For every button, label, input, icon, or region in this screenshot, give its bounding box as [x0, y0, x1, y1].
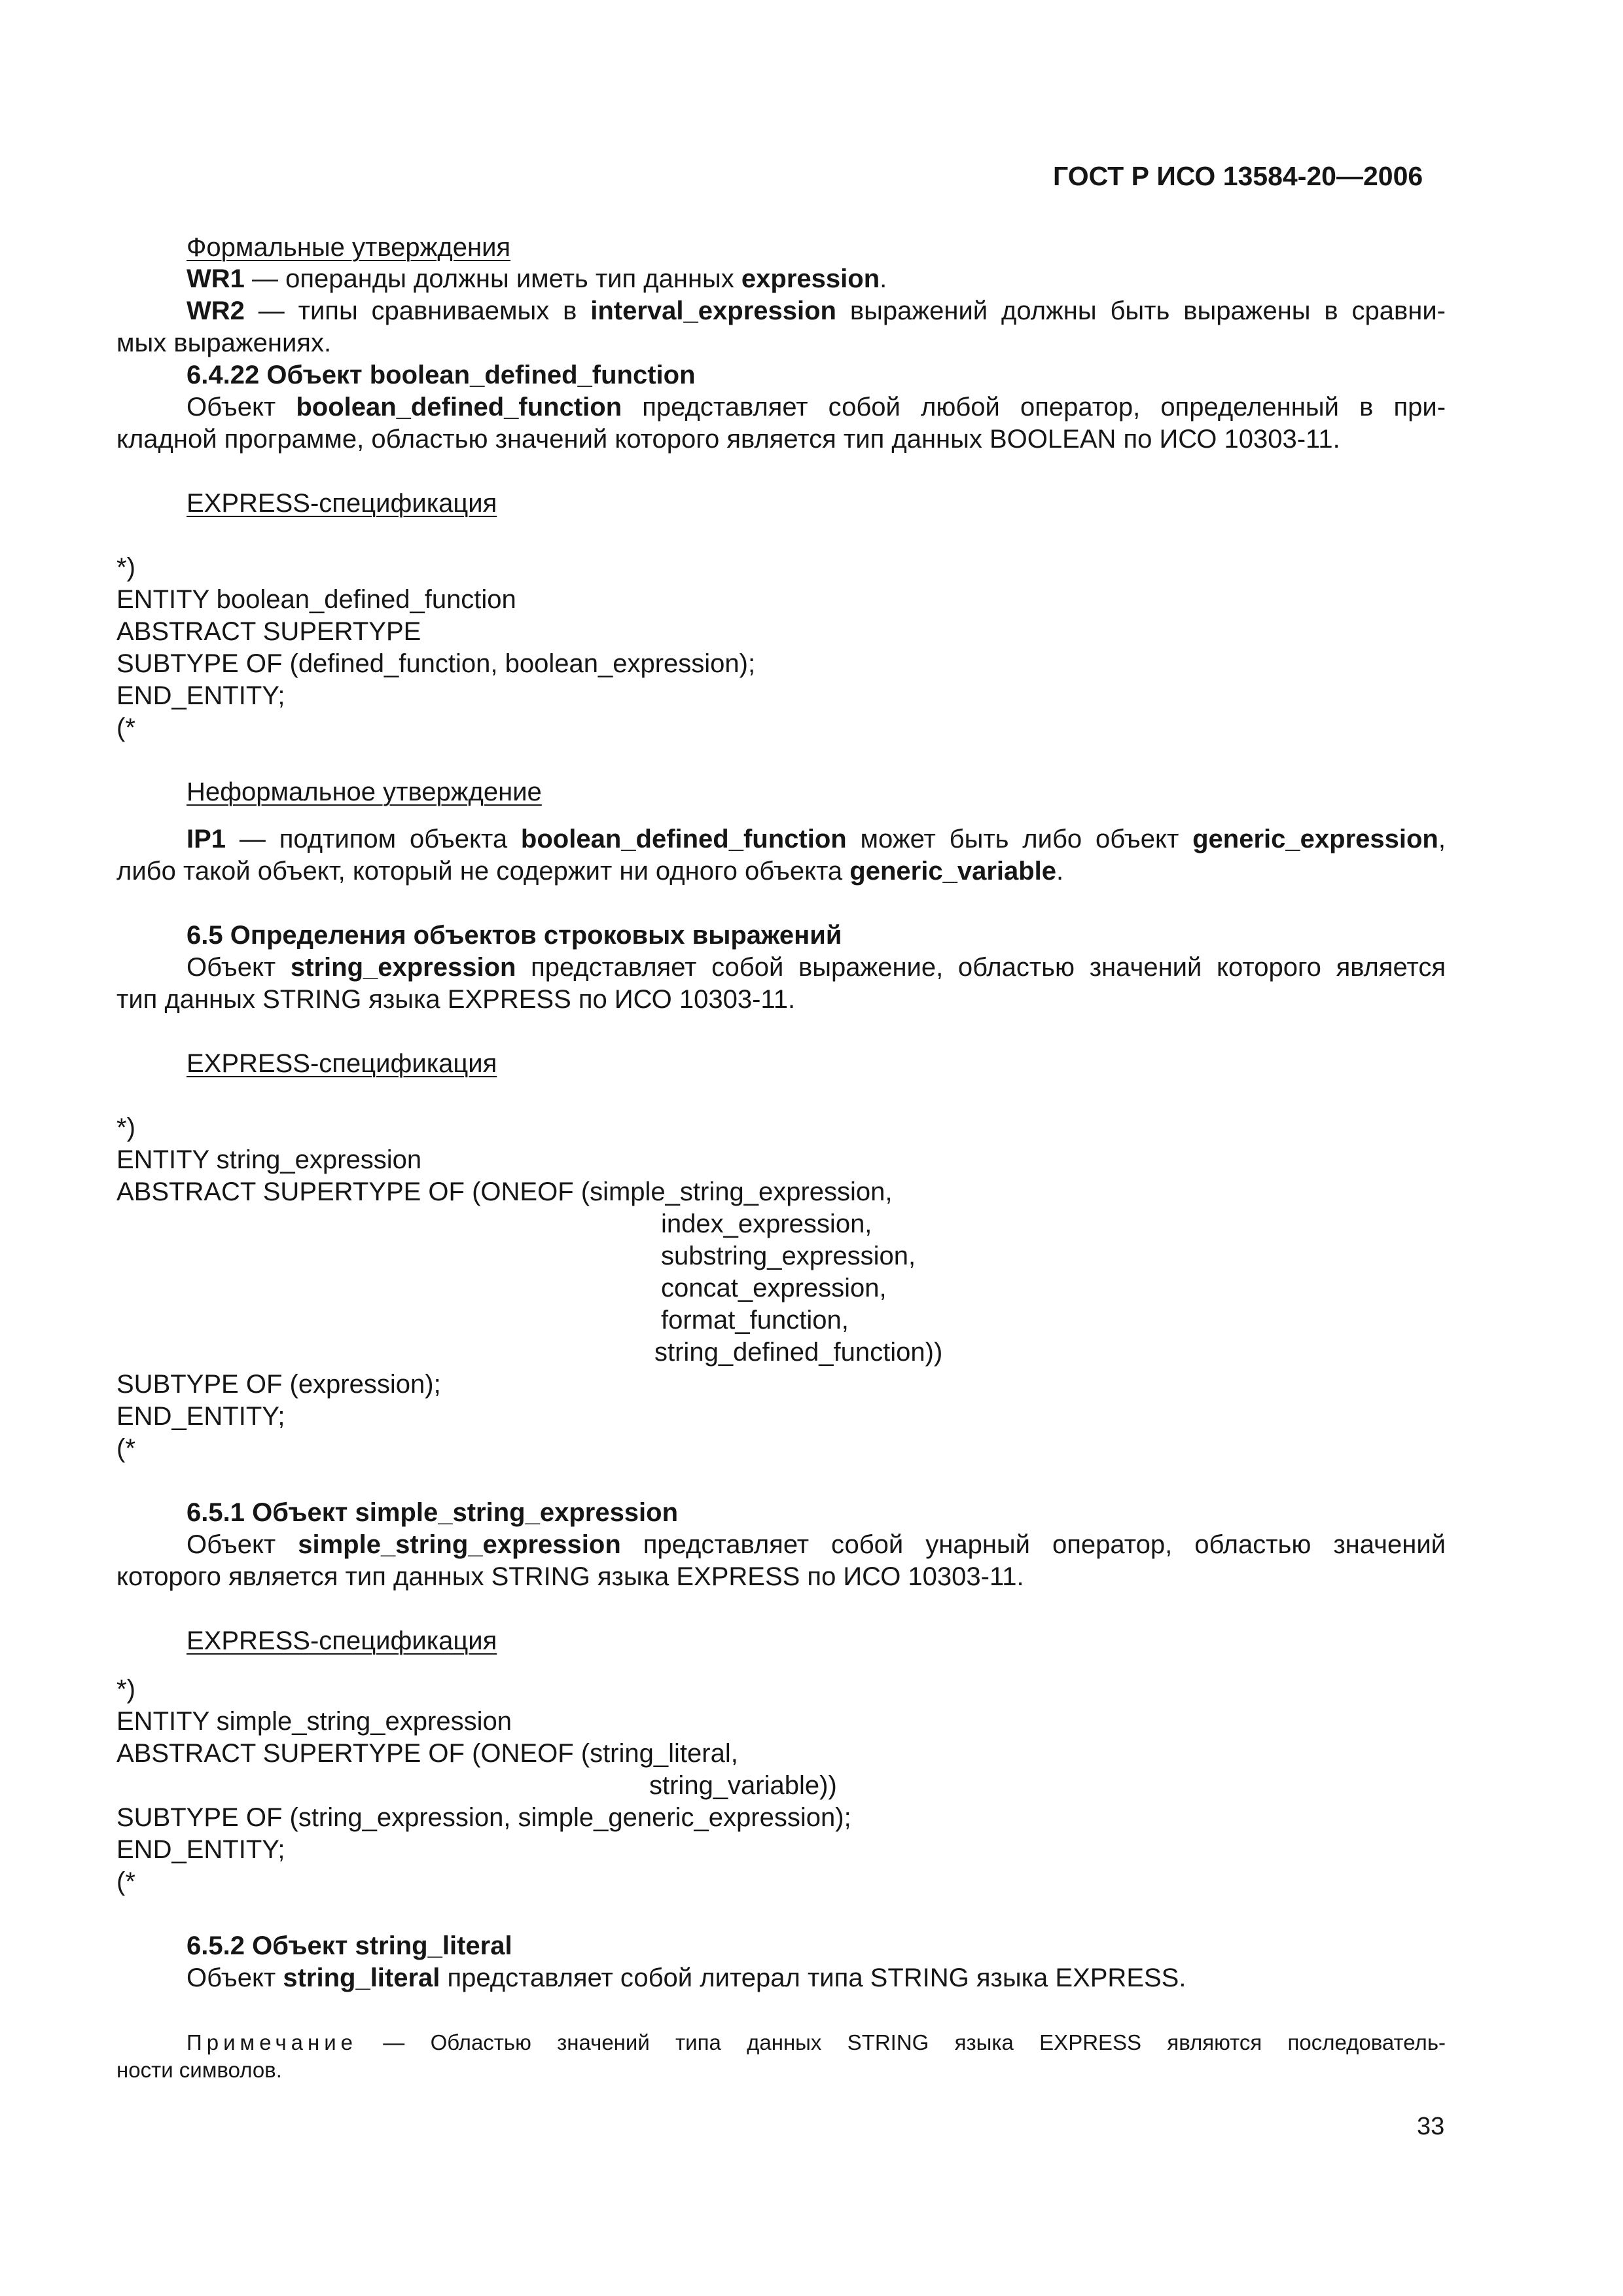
ip1-proposition: IP1 — подтипом объекта boolean_defined_function может быть либо объект generic_expression, — [187, 825, 1446, 853]
code-line: *) — [116, 1113, 135, 1142]
code-line: END_ENTITY; — [116, 1402, 285, 1431]
boolean-defined-function-description: Объект boolean_defined_function представляет собой любой оператор, определенный в при- — [187, 393, 1446, 422]
code-line: END_ENTITY; — [116, 681, 285, 710]
formal-statements-heading: Формальные утверждения — [187, 233, 511, 262]
code-line: END_ENTITY; — [116, 1835, 285, 1864]
wr1-rule: WR1 — операнды должны иметь тип данных expression. — [187, 264, 887, 293]
simple-string-expression-description: Объект simple_string_expression представляет собой унарный оператор, областью значений — [187, 1530, 1446, 1559]
code-line: (* — [116, 1434, 135, 1463]
code-line: ABSTRACT SUPERTYPE OF (ONEOF (simple_string_expression, — [116, 1177, 893, 1206]
express-spec-heading-3: EXPRESS-спецификация — [187, 1626, 497, 1655]
string-expression-description: Объект string_expression представляет собой выражение, областью значений которого является — [187, 953, 1446, 982]
code-line: substring_expression, — [661, 1242, 916, 1270]
wr2-rule-continuation: мых выражениях. — [116, 329, 332, 357]
code-line: ENTITY simple_string_expression — [116, 1707, 512, 1736]
code-line: SUBTYPE OF (defined_function, boolean_expression); — [116, 649, 756, 678]
code-line: string_variable)) — [649, 1771, 837, 1800]
section-6-5-2-heading: 6.5.2 Объект string_literal — [187, 1931, 512, 1960]
express-spec-heading-2: EXPRESS-спецификация — [187, 1049, 497, 1078]
code-line: (* — [116, 713, 135, 742]
section-6-5-1-heading: 6.5.1 Объект simple_string_expression — [187, 1498, 679, 1527]
string-literal-description: Объект string_literal представляет собой литерал типа STRING языка EXPRESS. — [187, 1964, 1186, 1992]
note: Примечание — Областью значений типа данных STRING языка EXPRESS являются последователь- — [187, 2030, 1446, 2054]
page-number: 33 — [1417, 2113, 1445, 2140]
code-line: ENTITY boolean_defined_function — [116, 585, 516, 614]
string-expression-description-continuation: тип данных STRING языка EXPRESS по ИСО 10303-11. — [116, 985, 796, 1014]
note-continuation: ности символов. — [116, 2058, 282, 2082]
code-line: (* — [116, 1867, 135, 1896]
code-line: ABSTRACT SUPERTYPE OF (ONEOF (string_literal, — [116, 1739, 738, 1768]
wr2-rule: WR2 — типы сравниваемых в interval_expression выражений должны быть выражены в сравни- — [187, 296, 1446, 325]
ip1-proposition-continuation: либо такой объект, который не содержит ни одного объекта generic_variable. — [116, 857, 1064, 886]
code-line: string_defined_function)) — [654, 1338, 943, 1367]
code-line: *) — [116, 553, 135, 582]
code-line: SUBTYPE OF (expression); — [116, 1370, 441, 1399]
section-6-4-22-heading: 6.4.22 Объект boolean_defined_function — [187, 361, 696, 389]
informal-statement-heading: Неформальное утверждение — [187, 778, 542, 806]
document-header: ГОСТ Р ИСО 13584-20—2006 — [1053, 161, 1423, 191]
code-line: ABSTRACT SUPERTYPE — [116, 617, 421, 646]
code-line: concat_expression, — [661, 1274, 887, 1302]
boolean-defined-function-description-continuation: кладной программе, областью значений которого является тип данных BOOLEAN по ИСО 10303-11. — [116, 425, 1340, 454]
code-line: SUBTYPE OF (string_expression, simple_generic_expression); — [116, 1803, 851, 1832]
code-line: ENTITY string_expression — [116, 1145, 422, 1174]
simple-string-expression-description-continuation: которого является тип данных STRING языка EXPRESS по ИСО 10303-11. — [116, 1562, 1024, 1591]
code-line: index_expression, — [661, 1210, 872, 1238]
code-line: format_function, — [661, 1306, 849, 1335]
section-6-5-heading: 6.5 Определения объектов строковых выражений — [187, 921, 842, 950]
express-spec-heading-1: EXPRESS-спецификация — [187, 489, 497, 518]
code-line: *) — [116, 1675, 135, 1704]
